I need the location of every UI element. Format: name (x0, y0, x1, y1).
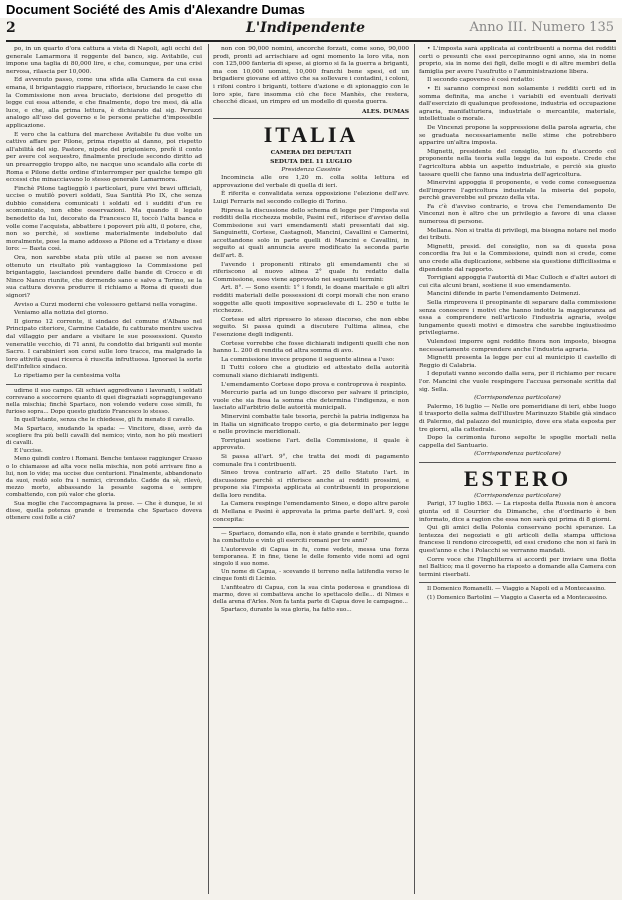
article-paragraph: • Ei saranno compresi non solamente i redditi certi ed in somma definita, ma anche i variabili ed eventuali derivati dall'esercizio di qualunque professione, industria ed occupazione agraria, manifatturiera, industriale o mercantile, materiale, intellettuale o morale. (419, 85, 616, 123)
article-paragraph: Torrigiani appoggia l'autorità di Mac Culloch e d'altri autori di cui cita alcuni brani, sostiene il suo emendamento. (419, 275, 616, 289)
article-paragraph: Mancini difende in parte l'emendamento Deimenzi. (427, 291, 581, 298)
article-paragraph: Avviso a Curzi moderni che volessero gettarsi nella voragine. (14, 301, 198, 308)
article-paragraph: po, in un quarto d'ora cattura a vista di Napoli, agli occhi del generale Lamarmora il reggente del banco, sig. Avitabile, cui impone una taglia di 80,000 lire, e che, comunque, per una crisi nervosa, rilascia per 10,000. (6, 46, 202, 75)
subheading-camera: CAMERA DEI DEPUTATI (270, 149, 352, 157)
article-paragraph: Minervini combatte tale tesoria, perchè la patria indigenza ha in Italia un significato troppo certo, e gia determinato per legge e nelle provincie meridionali. (213, 413, 409, 436)
article-paragraph: Corre voce che l'Inghilterra si accordi per inviare una flotta nel Baltico; ma il governo ha risposto a domande alla Camera con termini riserbati. (419, 556, 616, 578)
feuilleton-paragraph: Meno quindi contro i Romani. Benche tentasse raggiunger Crasso o lo chiamasse ad alta voce nella mischia, non poté arrivare fino a lui, non lo vide; ma uccise due centurioni. Finalmente, abbandonato da suoi, restò solo fra i nemici, circondato. Cadde da sè, rilevò, mezzo morto, abbassando la pesante sagoma e sempre combattendo, con più valor che gloria. (6, 456, 202, 499)
column-middle (213, 46, 409, 894)
article-paragraph: Il Tutti coloro che a giudizio ed attestato della autorità comunali siano dichiarati indigenti. (213, 365, 409, 379)
article-paragraph: Ripresa la discussione dello schema di legge per l'imposta sui redditi della ricchezza mobile, Pasini ref., riferisce d'avviso della Commissione sui vari emendamenti stati presentati dai sig. Sanguinetti, Cortese, Castagnoli, Mancini, Cavallini e Camerini, accettandone solo in parte quelli di Mancini e Cavallini, in seguito ai quali annuncia avere modificato la seconda parte dell'art. 8. (213, 207, 409, 260)
article-paragraph: La Camera respinge l'emendamento Sineo, e dopo altre parole di Mellana e Pasini è approvata la prima parte dell'art. 9, così concepita: (213, 501, 409, 523)
article-paragraph: Ora, non sarebbe stata più utile al paese se non avesse ottenuto un risultato più vantaggioso la Commissione pel brigantaggio, lasciandosi prendere dalle bande di Crocco e di Ninco Nanco riunite, che dormendo sano e salvo a Torino, se la sua cattura doveva produrre il richiamo a Roma di questi due signori? (6, 255, 202, 299)
feuilleton-paragraph: E l'uccise. (14, 448, 43, 455)
section-heading-italia: ITALIA (263, 122, 359, 148)
article-paragraph: Mercurio parla ad un lungo discorso per salvare il principio, vuole che sia fissa la somma che determina l'indigenza, e non lasciato all'arbitrio delle autorità municipali. (213, 390, 409, 412)
column-divider (414, 44, 415, 894)
article-paragraph: La commissione invece propone il seguente alinea a l'uso: (221, 356, 395, 363)
article-paragraph: Mignetti, presid. del consiglio, non sa di questa posa concordia fra lui e la Commissione, quindi non si crede, come uno crede alla duplicazione, sebbene sia questione difficilissima e dipendente dal rapporto. (419, 243, 616, 273)
article-paragraph: Mellana. Non si tratta di privilegi, ma bisogna notare nel modo dei tributi. (419, 227, 616, 242)
article-paragraph: Sella rimprovera il preopinante di separare dalla commissione senza conoscere i motivi che hanno indotto la maggioranza ad essa a comprendere nell'articolo l'industria agraria, svolge lungamente questi motivi e dimostra che sarebbe ingiustissimo privilegiarne. (419, 300, 616, 337)
feuilleton-paragraph: L'anfiteatro di Capua, con la sua cinta poderosa e grandiosa di marmo, dove si combatteva anche lo spettacolo delle... di Nimes e della arena d'Arles. Non fa tanta parte di Capua dove le campagne... (213, 584, 409, 606)
feuilleton-paragraph: — Spartaco, domando ella, non è stato grande e terribile, quando ha combattuto e vinto gli eserciti romani per tre anni? (213, 531, 409, 545)
article-paragraph: I deputati vanno secondo dalla sera, per il richiamo per recare l'or. Mancini che vuole respingere l'accusa personale scritta dal sig. Sella. (419, 371, 616, 393)
article-paragraph: Parigi, 17 luglio 1863. — La risposta della Russia non è ancora giunta ed il Courrier du Dimanche, che d'ordinario è ben informato, dice a ragion che essa non sarà qui prima di 8 giorni. (419, 501, 616, 523)
article-paragraph: Lo ripetiamo per la centesima volta (14, 372, 121, 379)
feuilleton-paragraph: Ma Spartaco, snudando la spada: — Vincitore, disse, avrò da scegliere fra più belli cavalli del nemico; vinto, non ho più mestieri di cavalli. (6, 425, 202, 446)
newspaper-title: L'Indipendente (246, 20, 366, 36)
article-paragraph: Vulendosi imporre ogni reddito finora non imposto, bisogna necessariamente comprendere anche l'industria agraria. (419, 338, 616, 353)
article-paragraph: I'avendo i proponenti ritirato gli emendamenti che si riferiscono al nuovo alinea 2° quale fu redatto dalla Commissione, esso viene approvato nei seguenti termini: (213, 261, 409, 283)
article-paragraph: Cortese vorrebbe che fosse dichiarati indigenti quelli che non hanno L. 200 di rendita od altra somma di avo. (213, 340, 409, 355)
article-paragraph: Incomincia alle ore 1,20 m. colla solita lettura ed approvazione del verbale di quella di ieri. (213, 175, 409, 189)
article-paragraph: È riferita e convalidata senza opposizione l'elezione dell'avv. Luigi Ferraris nel secondo collegio di Torino. (213, 191, 409, 205)
feuilleton-paragraph: Un nome di Capua, - scevando il terreno nella latifendia verso le cinque fonti di Licinio. (213, 569, 409, 583)
article-paragraph: Finchè Pilone taglieggiò i particolari, pure vivi bravi ufficiali, uccise o mutilò poveri soldati, Sua Santità Pio IX, che senza dubbio considera comunicati i soldati ed i sudditi d'un re scomunicato, non ebbe osservazioni. Ma quando il legato benedetto da lui, decorato da Francesco II, toccò l'alta banca e volle come l'acquista, abbattere i popoveri più alti, il potere, che, non so perchè, si sostiene materialmente indeboluto dal moralmente, pose la mano addosso a Pilone ed a Tristany e disse loro: — Basta così. (6, 185, 202, 253)
page-number: 2 (6, 20, 16, 36)
section-rule (213, 527, 409, 528)
article-paragraph: Si passa all'art. 9°, che tratta dei modi di pagamento comunale fra i contribuenti. (213, 453, 409, 468)
subheading-seduta: SEDUTA DEL 11 LUGLIO (270, 157, 352, 165)
article-paragraph: Minervini appoggia il proponente, e vede come conseguenza dell'imporre l'agricoltura industriale la miseria del popolo, perchè graverebbe sul prezzo della vita. (419, 180, 616, 202)
article-paragraph: Il secondo capoverso è così redatto: (427, 77, 535, 84)
article-paragraph: Ed avvenuto passo, come una sfida alla Camera da cui essa emana, il brigantaggio riappare, rifiorisce, bruciando le case che la Commissione non avea bruciato, derisione del progetto di legge cui essa attende, e che finalmente, dopo tre mesi, dà alla luce, e che, alla prima lettura, è dichiarato dal sig. Peruzzi analogo all'uso del governo e le persone pratiche d'impossibile applicazione. (6, 77, 202, 129)
issue-number: Anno III. Numero 135 (469, 20, 614, 35)
article-paragraph: Art. 8°. — Sono esenti: 1° i fondi, le doane maritale e gli altri redditi materiali delle possessioni di corpi morali che non erano soggette alle quoti impositive sopraelevate di L. 250 e tutte le ricchezze. (213, 285, 409, 315)
article-paragraph: De Vincenzi propone la soppressione della parola agraria, che se graduata necessariamente nelle stime che potrebbero apparire un'altra imposta. (419, 124, 616, 147)
author-signature: ALES. DUMAS (362, 107, 409, 115)
column-divider (208, 44, 209, 894)
article-paragraph: Il giorno 12 corrente, il sindaco del comune d'Albano nel Principato citeriore, Carmine Catalde, fu catturato mentre usciva dal villaggio per andare a visitare le sue possessioni. Questo veneratile vecchio, di 71 anni, fu condotto dai briganti sul monte Sacro. I carabinieri son corsi sulle loro tracce, ma malgrado la loro attività quasi ricerca è riuscita infruttuosa. Ignorasi la sorte dell'infelice sindaco. (6, 318, 202, 371)
article-paragraph: non con 90,000 nomini, ancorchè forzati, come sono, 90,000 prodi, pronti ad arrischiare ad ogni momento la loro vita, non con 125,000 fanteria di spese, ai giorno si fa la guerra a briganti, ma con 10,000 uomini, 10,000 franchi bene spesi, ed un brigadiere giovane ed attivo che sa sollevare i contadini, i coloni, i rifoni contro i briganti, tottere d'azione e di spionaggio con le loro spie, fare insomma ciò che fece Manhès, che restera, checché dicasi, un rimpro ed un modello di questa guerra. (213, 46, 409, 106)
section-subheading: (Corrispondenza particolare) (474, 492, 561, 499)
article-paragraph: E vero che la cattura del marchese Avitabile fu due volte un cattivo affare per Pilone, prima rispetto al danno, poi rispetto all'abilità del sig. Pastore, nipote del prigioniero, prefè il conto per avere col sequestro, finalmente preclude secondo diritto ad un prearreggio troppo alto, ne nacque uno scandalo alla corte di Roma e Pilone dette ordine d'interromper per qualche tempo gli eccessi che minacciavano lo stesso generale Lamarmora. (6, 131, 202, 184)
article-paragraph: Dopo la cerimonia furono sepolte le spoglie mortali nella cappella del Santuario. (419, 435, 616, 449)
watermark-bar (0, 0, 622, 18)
subheading-presidenza: Presidenza Cassinis (281, 166, 341, 173)
article-paragraph: Fa c'è d'avviso contrario, e trova che l'emendamento De Vincenzi non è altro che un privilegio a favore di una classe numerosa di persone. (419, 203, 616, 226)
footnote: (1) Domenico Bartolini — Viaggio a Caserta ed a Montecassino. (427, 594, 608, 601)
article-paragraph: Mignetti, presidente del consiglio, non fu d'accordo col proponente nella teoria sulla legge da lui esposte. Crede che l'agricoltura abbia un aspetto industriale, e perciò sia giusto tassare quelli che fanno una industria dell'agricoltura. (419, 148, 616, 178)
feuilleton-paragraph: Il Domenico Romanelli. — Viaggio a Napoli ed a Montecassino. (427, 586, 606, 593)
article-paragraph: Sineo trova contrario all'art. 25 dello Statuto l'art. in discussione perchè si riferisce anche ai redditi prossimi, e propone sia l'imposta applicata ai contribuenti in proporzione della loro rendita. (213, 470, 409, 499)
article-paragraph: Qui gli amici della Polonia conservano pochi speranze. La lentezza dei negoziati e gli articoli della stampa ufficiosa francese li rendono circospetti, ed essi credono che non si farà in quest'anno e che i Polacchi se verranno mandati. (419, 525, 616, 555)
feuilleton-paragraph: Sua moglie che l'accompagnava la prese. — Che è dunque, le si disse, quella potenza grande e tremenda che Spartaco doveva ottenere cosi folle a ciò? (6, 500, 202, 521)
section-heading-estero: ESTERO (463, 465, 572, 491)
section-subheading: (Corrispondenza particolare) (474, 395, 561, 402)
article-paragraph: L'emendamento Cortese dopo prova e controprova è respinto. (221, 381, 407, 388)
section-rule (419, 582, 616, 583)
column-right (419, 46, 616, 894)
section-rule (419, 462, 616, 463)
column-left (6, 46, 202, 894)
section-subheading: (Corrispondenza particolare) (474, 451, 561, 458)
article-paragraph: Palermo, 16 luglio — Nelle ore pomeridiane di ieri, ebbe luogo il trasporto della salma dell'illustre Marinuzzo Stabile già sindaco di Palermo, dal palazzo del municipio, dove era stata esposta per tre giorni, alla cattedrale. (419, 403, 616, 433)
feuilleton-paragraph: L'autorevole di Capua in fu, come vedete, messa una forza temporanea. E in fine, tiene le delle fomento vide nomi ad ogni singolo il suo nome. (213, 546, 409, 568)
feuilleton-paragraph: In quell'istante, senza che le chiedesse, gli fu menato il cavallo. (14, 417, 195, 424)
watermark-text: Document Société des Amis d'Alexandre Dumas (6, 2, 305, 17)
article-paragraph: Torrigiani sostiene l'art. della Commissione, il quale è approvato. (213, 437, 409, 452)
article-paragraph: Cortese ed altri ripresero lo stesso discorso, che non ebbe seguito. Si passa quindi a discutere l'ultima alinea, che l'esenzione degli indigenti. (213, 316, 409, 338)
page-header (6, 20, 616, 42)
feuilleton-paragraph: Spartaco, durante la sua gloria, ha fatto suo... (221, 607, 352, 614)
feuilleton-paragraph: udirne il suo campo. Gli schiavi aggredivano i lavoranti, i soldati correvano a soccorrere quanto di quei disgraziati sopraggiungevano nella mischia; finchè Spartaco, non volendo vedere cose simili, fu furioso sopra... Dopo questo giudizio Francesco lo stesso. (6, 387, 202, 416)
article-paragraph: • L'imposta sarà applicata ai contribuenti a norma dei redditi certi o presunti che essi percepiranno ogni anno, sia in nome proprio, sia in nome dei figli, delle mogli e di altre membri della famiglia per avere l'usufrutto o l'amministrazione libera. (419, 46, 616, 75)
article-paragraph: Mignetti presenta la legge per cui al municipio il castello di Reggio di Calabria. (419, 355, 616, 369)
section-rule (6, 384, 202, 385)
section-rule (213, 118, 409, 119)
article-paragraph: Veniamo alla notizia del giorno. (14, 310, 109, 317)
